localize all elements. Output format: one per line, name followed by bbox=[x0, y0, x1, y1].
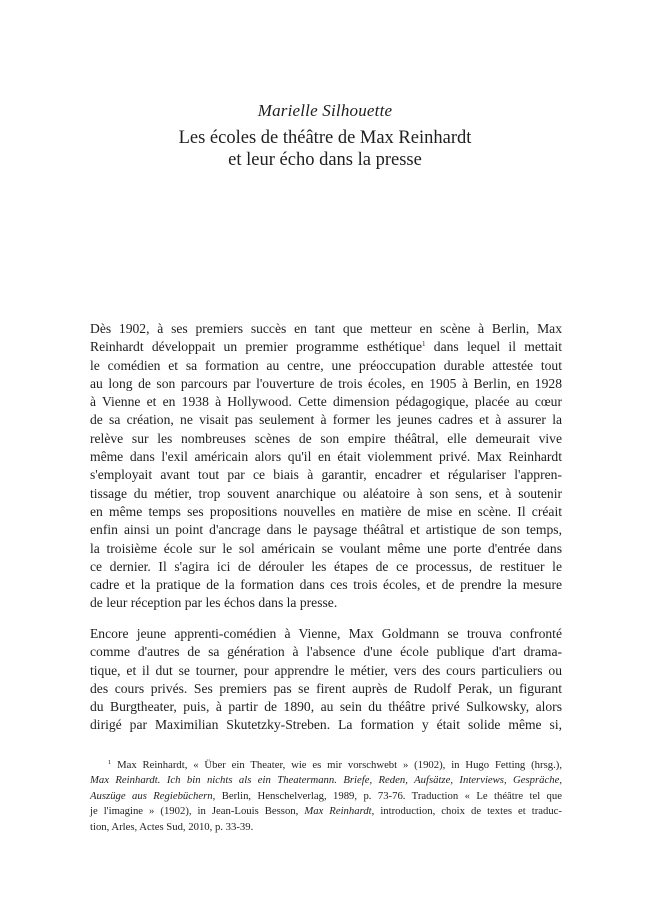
title-line-2: et leur écho dans la presse bbox=[228, 150, 422, 170]
footnote bbox=[90, 758, 562, 835]
paragraph-line: à Vienne et en 1938 à Hollywood. Cette dimension pédagogique, placée au cœur bbox=[90, 394, 562, 410]
paragraph-1 bbox=[90, 320, 562, 613]
article-title bbox=[0, 127, 650, 171]
footnote-text: , Berlin, Henschelverlag, 1989, p. 73-76. Traduction « Le théâtre tel que bbox=[212, 789, 562, 802]
paragraph-line: relève sur les nombreuses scènes de son empire théâtral, elle demeurait vive bbox=[90, 430, 562, 446]
paragraph-line: en même temps ses propositions nouvelles en matière de mise en scène. Il créait bbox=[90, 503, 562, 519]
footnote-line bbox=[90, 789, 562, 804]
paragraph-line: de leur réception par les échos dans la presse. bbox=[90, 595, 338, 611]
paragraph-line: ce dernier. Il s'agira ici de dérouler les étapes de ce processus, de restituer le bbox=[90, 558, 562, 574]
paragraph-line: Dès 1902, à ses premiers succès en tant que metteur en scène à Berlin, Max bbox=[90, 321, 562, 336]
footnote-italic-text: Auszüge aus Regiebüchern bbox=[90, 789, 213, 802]
paragraph-line: enfin ainsi un point d'ancrage dans le paysage théâtral et artistique de son temps, bbox=[90, 522, 562, 538]
paragraph-line: comme d'autres de sa génération à l'absence d'une école publique d'art drama- bbox=[90, 644, 562, 660]
paragraph-line: des cours privés. Ses premiers pas se firent auprès de Rudolf Perak, un figurant bbox=[90, 680, 562, 696]
paragraph-line: de sa création, ne visait pas seulement à former les jeunes cadres et à assurer la bbox=[90, 412, 562, 428]
footnote-italic-text: Max Reinhardt bbox=[304, 805, 372, 818]
paragraph-2 bbox=[90, 625, 562, 735]
paragraph-line: au long de son parcours par l'ouverture de trois écoles, en 1905 à Berlin, en 1928 bbox=[90, 375, 562, 391]
paragraph-line bbox=[90, 338, 562, 356]
paragraph-line: Encore jeune apprenti-comédien à Vienne, Max Goldmann se trouva confronté bbox=[90, 626, 562, 641]
paragraph-line-text: dans lequel il mettait bbox=[425, 339, 562, 355]
footnote-marker[interactable]: 1 bbox=[422, 340, 426, 349]
paragraph-line: s'employait avant tout par ce biais à garantir, encadrer et régulariser l'appren- bbox=[90, 467, 562, 483]
footnote-line bbox=[90, 804, 562, 819]
footnote-text: , introduction, choix de textes et traduc- bbox=[371, 805, 562, 818]
footnote-italic-text: Max Reinhardt. Ich bin nichts als ein Theatermann. Briefe, Reden, Aufsätze, Interviews, Gespräche, bbox=[90, 774, 562, 787]
paragraph-line: cadre et la pratique de la formation dans ces trois écoles, et de prendre la mesure bbox=[90, 577, 562, 593]
footnote-line bbox=[90, 773, 562, 788]
paragraph-line: la troisième école sur le sol américain se voulant même une porte d'entrée dans bbox=[90, 540, 562, 556]
paragraph-line: tissage du métier, trop souvent anarchique ou aléatoire à son sens, et à soutenir bbox=[90, 485, 562, 501]
article-author: Marielle Silhouette bbox=[257, 101, 393, 120]
paragraph-line-text: Reinhardt développait un premier programme esthétique bbox=[90, 339, 422, 355]
footnote-line: tion, Arles, Actes Sud, 2010, p. 33-39. bbox=[90, 820, 254, 833]
paragraph-line: dirigé par Maximilian Skutetzky-Streben. La formation y était solide même si, bbox=[90, 717, 562, 733]
footnote-line bbox=[90, 758, 562, 773]
paragraph-line: le comédien et sa formation au centre, une préoccupation durable attestée tout bbox=[90, 357, 562, 373]
paragraph-line: même dans l'exil américain alors qu'il en était violemment privé. Max Reinhardt bbox=[90, 449, 562, 465]
footnote-number: 1 bbox=[108, 759, 112, 766]
footnote-text: Max Reinhardt, « Über ein Theater, wie es mir vorschwebt » (1902), in Hugo Fetting (hrsg.), bbox=[117, 759, 562, 771]
paragraph-line: tique, et il dut se tourner, pour apprendre le métier, vers des cours particuliers ou bbox=[90, 662, 562, 678]
paragraph-line: du Burgtheater, puis, à partir de 1890, au sein du théâtre privé Sulkowsky, alors bbox=[90, 699, 562, 715]
footnote-text: je l'imagine » (1902), in Jean-Louis Besson, bbox=[90, 805, 305, 818]
title-line-1: Les écoles de théâtre de Max Reinhardt bbox=[178, 128, 472, 148]
